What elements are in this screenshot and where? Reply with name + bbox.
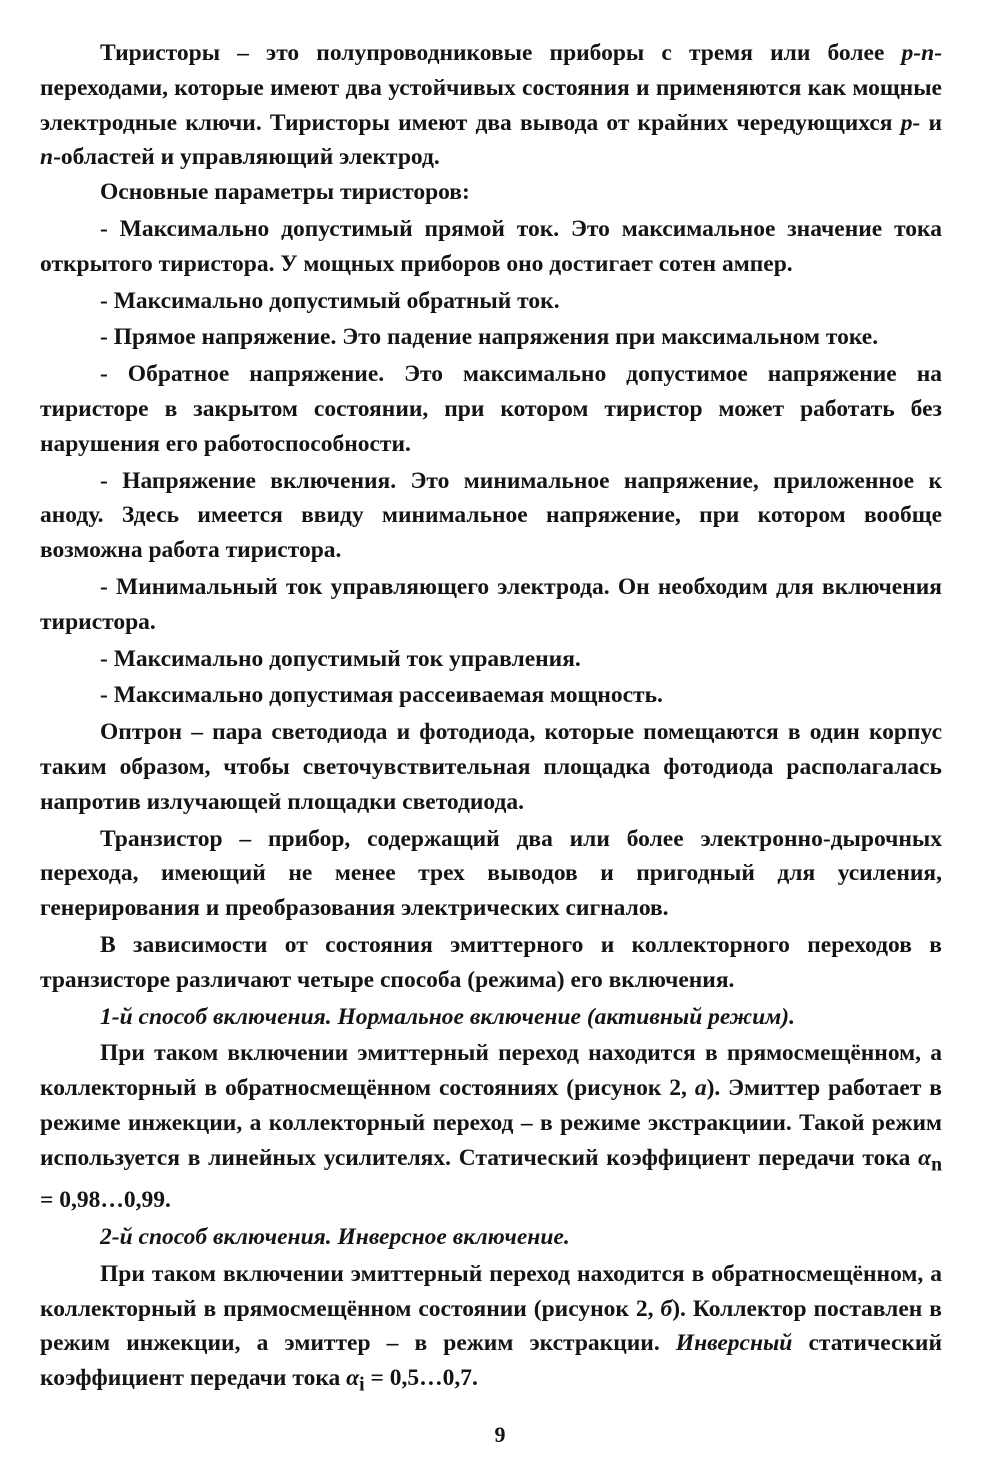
param-reverse-voltage: - Обратное напряжение. Это максимально допустимое напряжение на тиристоре в закрытом состоянии, при котором тиристор может работать без нарушения его работоспособности. xyxy=(40,361,942,457)
paragraph-parameters-intro: Основные параметры тиристоров: xyxy=(100,179,470,206)
param-gate-current-min: - Минимальный ток управляющего электрода. Он необходим для включения тиристора. xyxy=(40,573,942,635)
inverse-term: Инверсный xyxy=(675,1330,793,1357)
n-term: n xyxy=(40,144,54,171)
pn-term: p-n xyxy=(901,40,935,66)
p-term: p- xyxy=(900,109,921,136)
alpha-symbol: α xyxy=(346,1365,360,1392)
paragraph-modes-intro: В зависимости от состояния эмиттерного и коллекторного переходов в транзисторе различают четыре способа (режима) его включения. xyxy=(40,931,942,993)
alpha-subscript: n xyxy=(931,1154,942,1176)
paragraph-transistor: Транзистор – прибор, содержащий два или более электронно-дырочных перехода, имеющий не менее трех выводов и пригодный для усиления, генерирования и преобразования электрических сигналов. xyxy=(40,825,942,922)
param-reverse-current: - Максимально допустимый обратный ток. xyxy=(100,287,560,314)
page-number: 9 xyxy=(494,1422,506,1447)
page-body xyxy=(40,36,942,1404)
alpha-symbol: α xyxy=(918,1144,932,1171)
mode1-paragraph: При таком включении эмиттерный переход находится в прямосмещённом, а коллекторный в обратносмещённом состояниях (рисунок 2, а). Эмиттер работает в режиме инжекции, а коллекторный переход – в режиме экстракциии. Такой режим используется в линейных усилителях. Статический коэффициент передачи тока $\alpha_n$ = 0,98…0,99. xyxy=(40,1040,942,1214)
figure-ref-a: а xyxy=(694,1075,707,1102)
param-power-dissipation: - Максимально допустимая рассеиваемая мощность. xyxy=(100,682,663,709)
alpha-subscript: i xyxy=(359,1374,365,1396)
paragraph-optocoupler: Оптрон – пара светодиода и фотодиода, которые помещаются в один корпус таким образом, чтобы светочувствительная площадка фотодиода располагалась напротив излучающей площадки светодиода. xyxy=(40,719,942,815)
param-gate-current-max: - Максимально допустимый ток управления. xyxy=(100,645,581,672)
param-forward-voltage: - Прямое напряжение. Это падение напряжения при максимальном токе. xyxy=(100,324,879,351)
mode1-heading: 1-й способ включения. Нормальное включение (активный режим). xyxy=(100,1003,795,1030)
param-turn-on-voltage: - Напряжение включения. Это минимальное напряжение, приложенное к аноду. Здесь имеется ввиду минимальное напряжение, при котором вообще возможна работа тиристора. xyxy=(40,467,942,564)
mode2-paragraph: При таком включении эмиттерный переход находится в обратносмещённом, а коллекторный в прямосмещённом состоянии (рисунок 2, б). Коллектор поставлен в режим инжекции, а эмиттер – в режим экстракции. Инверсный статический коэффициент передачи тока $\alpha_i$ = 0,5…0,7. xyxy=(40,1260,942,1396)
paragraph-thyristors-definition: Тиристоры – это полупроводниковые приборы с тремя или более p-n-переходами, которые имеют два устойчивых состояния и применяются как мощные электродные ключи. Тиристоры имеют два вывода от крайних чередующихся p- и n-областей и управляющий электрод. xyxy=(40,40,942,171)
mode2-heading: 2-й способ включения. Инверсное включение. xyxy=(100,1223,570,1250)
figure-ref-b: б xyxy=(660,1295,673,1322)
param-forward-current: - Максимально допустимый прямой ток. Это максимальное значение тока открытого тиристора. У мощных приборов оно достигает сотен ампер. xyxy=(40,215,942,277)
